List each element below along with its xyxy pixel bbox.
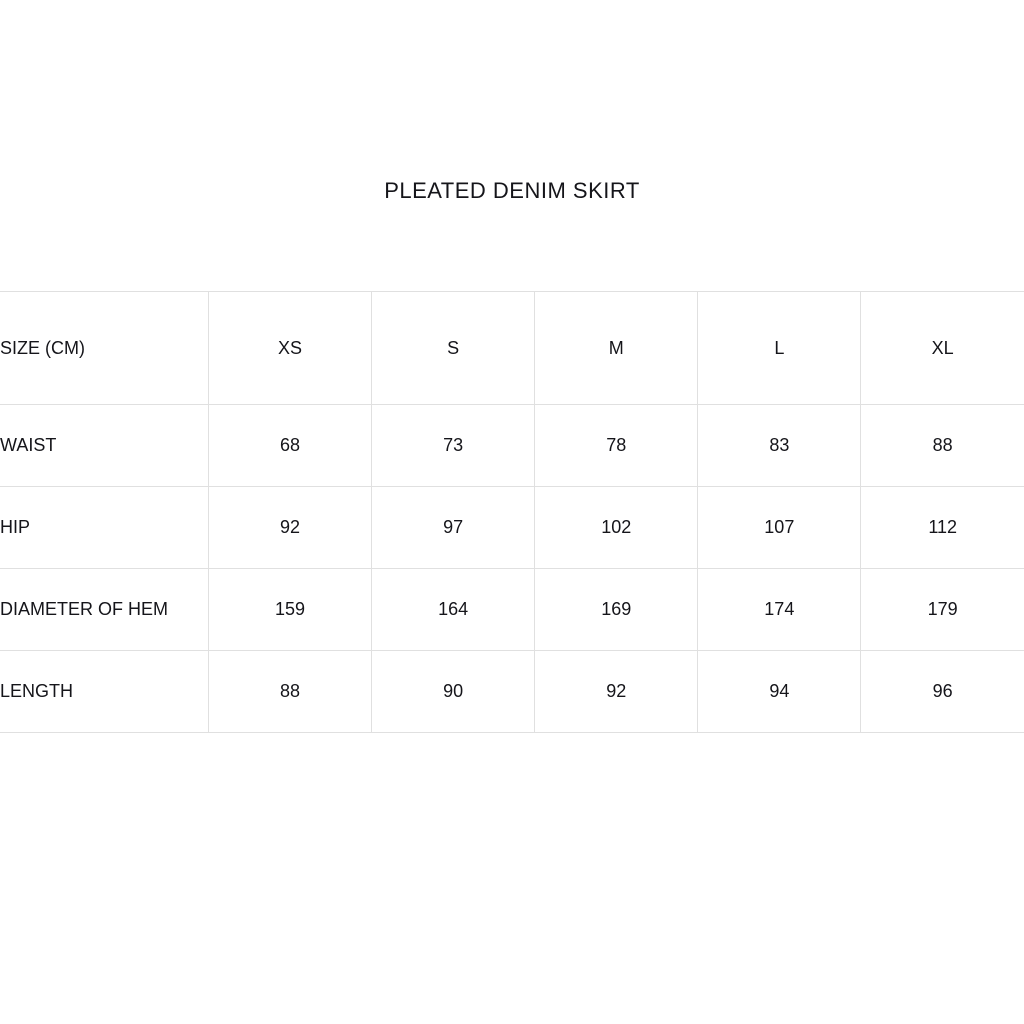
page-title: PLEATED DENIM SKIRT [384,178,640,203]
header-cell-l: L [698,292,861,405]
table-row [0,651,1024,733]
cell-length-l: 94 [698,651,861,733]
cell-hem-xs: 159 [209,569,372,651]
cell-hip-m: 102 [535,487,698,569]
header-cell-xl: XL [861,292,1024,405]
size-table-container [0,291,1024,733]
row-label-waist: WAIST [0,405,209,487]
row-label-length: LENGTH [0,651,209,733]
cell-waist-xs: 68 [209,405,372,487]
header-cell-s: S [372,292,535,405]
cell-length-s: 90 [372,651,535,733]
table-row [0,487,1024,569]
cell-length-xl: 96 [861,651,1024,733]
table-row [0,569,1024,651]
cell-hem-l: 174 [698,569,861,651]
table-header-row [0,292,1024,405]
cell-waist-m: 78 [535,405,698,487]
cell-waist-l: 83 [698,405,861,487]
cell-hem-xl: 179 [861,569,1024,651]
cell-hem-m: 169 [535,569,698,651]
cell-waist-s: 73 [372,405,535,487]
row-label-diameter-of-hem: DIAMETER OF HEM [0,569,209,651]
cell-hem-s: 164 [372,569,535,651]
cell-length-xs: 88 [209,651,372,733]
cell-waist-xl: 88 [861,405,1024,487]
cell-hip-xl: 112 [861,487,1024,569]
cell-hip-xs: 92 [209,487,372,569]
row-label-hip: HIP [0,487,209,569]
cell-hip-s: 97 [372,487,535,569]
table-row [0,405,1024,487]
header-cell-m: M [535,292,698,405]
header-cell-size: SIZE (CM) [0,292,209,405]
size-chart-table [0,291,1024,733]
cell-length-m: 92 [535,651,698,733]
header-cell-xs: XS [209,292,372,405]
cell-hip-l: 107 [698,487,861,569]
